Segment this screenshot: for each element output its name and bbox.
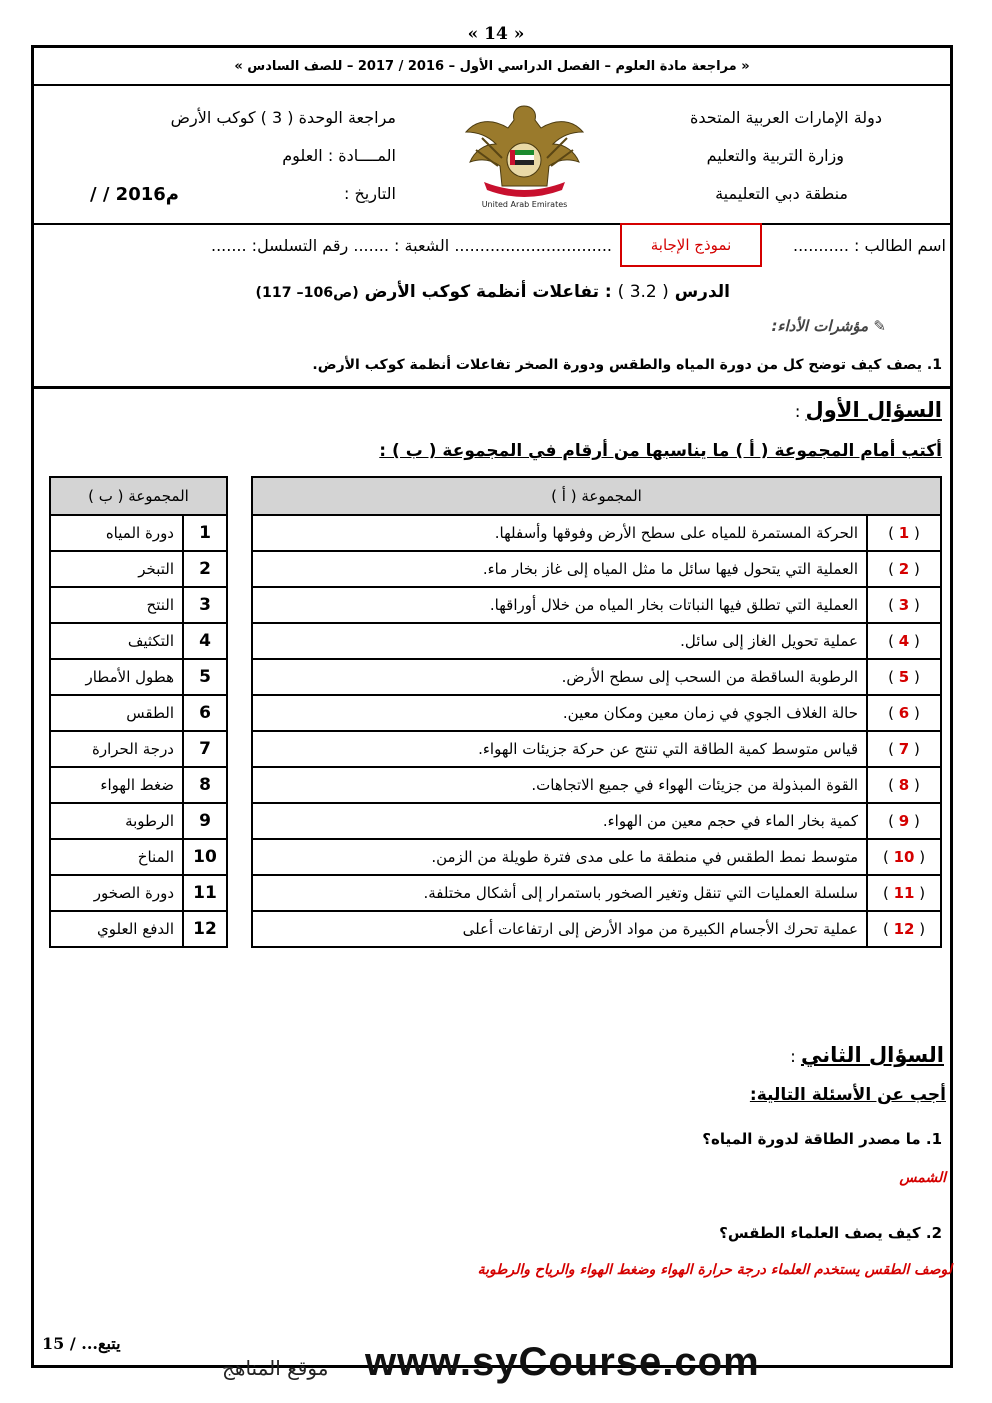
group-a-answer-number: 9 xyxy=(898,812,910,830)
group-b-number: 10 xyxy=(183,839,227,875)
group-b-term: الرطوبة xyxy=(50,803,183,839)
question-2-title: السؤال الثاني : xyxy=(790,1043,944,1067)
date-label: التاريخ : xyxy=(343,184,396,203)
student-name-label: اسم الطالب : ........... xyxy=(793,236,946,255)
question-1-title: السؤال الأول : xyxy=(794,398,942,422)
question-2-instruction: أجب عن الأسئلة التالية: xyxy=(749,1085,946,1105)
group-a-answer: ( 7 ) xyxy=(867,731,941,767)
group-b-number: 5 xyxy=(183,659,227,695)
group-a-text: عملية تحرك الأجسام الكبيرة من مواد الأرض إلى ارتفاعات أعلى xyxy=(252,911,867,947)
group-b-number: 2 xyxy=(183,551,227,587)
group-a-text: عملية تحويل الغاز إلى سائل. xyxy=(252,623,867,659)
group-b-number: 8 xyxy=(183,767,227,803)
group-a-row xyxy=(252,731,941,767)
group-a-answer-number: 1 xyxy=(898,524,910,542)
group-a-answer: ( 1 ) xyxy=(867,515,941,551)
group-a-answer-number: 10 xyxy=(893,848,915,866)
group-b-number: 4 xyxy=(183,623,227,659)
zone-name: منطقة دبي التعليمية xyxy=(715,184,848,203)
group-a-row xyxy=(252,803,941,839)
student-section-serial: ............................... الشعبة : ....... رقم التسلسل: ....... xyxy=(210,236,612,255)
continue-note: يتبع... / 15 xyxy=(42,1334,121,1353)
answer-2-item-2: لوصف الطقس يستخدم العلماء درجة حرارة الهواء وضغط الهواء والرياح والرطوبة xyxy=(477,1262,952,1278)
subject-line: المــــادة : العلوم xyxy=(282,146,396,165)
question-1-instruction: أكتب أمام المجموعة ( أ ) ما يناسبها من أرقام في المجموعة ( ب ) : xyxy=(379,441,942,461)
group-a-answer-number: 3 xyxy=(898,596,910,614)
question-2-item-1: 1. ما مصدر الطاقة لدورة المياه؟ xyxy=(702,1130,942,1148)
group-b-row xyxy=(50,875,227,911)
header-divider xyxy=(34,223,950,225)
group-a-answer: ( 4 ) xyxy=(867,623,941,659)
lesson-label: الدرس xyxy=(674,282,730,302)
group-a-row xyxy=(252,911,941,947)
group-b-row xyxy=(50,551,227,587)
group-b-row xyxy=(50,515,227,551)
group-a-row xyxy=(252,659,941,695)
performance-item: 1. يصف كيف توضح كل من دورة المياه والطقس ودورة الصخر تفاعلات أنظمة كوكب الأرض. xyxy=(312,357,942,373)
group-b-term: ضغط الهواء xyxy=(50,767,183,803)
group-b-table xyxy=(49,476,228,948)
group-b-number: 1 xyxy=(183,515,227,551)
group-a-answer-number: 2 xyxy=(898,560,910,578)
pen-icon: ✎ xyxy=(868,317,886,335)
group-a-answer: ( 12 ) xyxy=(867,911,941,947)
group-b-header: المجموعة ( ب ) xyxy=(50,477,227,515)
group-a-answer: ( 9 ) xyxy=(867,803,941,839)
group-a-answer-number: 8 xyxy=(898,776,910,794)
group-a-answer: ( 8 ) xyxy=(867,767,941,803)
group-a-answer: ( 10 ) xyxy=(867,839,941,875)
ministry-name: وزارة التربية والتعليم xyxy=(706,146,844,165)
group-b-row xyxy=(50,803,227,839)
review-banner: « مراجعة مادة العلوم – الفصل الدراسي الأول – 2016 / 2017 – للصف السادس » xyxy=(34,48,950,86)
watermark-url: www.syCourse.com xyxy=(365,1340,760,1384)
group-a-row xyxy=(252,587,941,623)
country-name: دولة الإمارات العربية المتحدة xyxy=(689,108,882,127)
group-a-answer: ( 3 ) xyxy=(867,587,941,623)
group-a-answer: ( 6 ) xyxy=(867,695,941,731)
unit-review: مراجعة الوحدة ( 3 ) كوكب الأرض xyxy=(170,108,396,127)
group-a-text: قياس متوسط كمية الطاقة التي تنتج عن حركة جزيئات الهواء. xyxy=(252,731,867,767)
lesson-pages: (ص106– 117) xyxy=(255,285,359,301)
group-b-number: 9 xyxy=(183,803,227,839)
group-b-number: 6 xyxy=(183,695,227,731)
group-a-row xyxy=(252,767,941,803)
lesson-number: ( 3.2 ) xyxy=(617,282,669,302)
group-a-row xyxy=(252,551,941,587)
group-a-answer-number: 6 xyxy=(898,704,910,722)
group-a-answer-number: 11 xyxy=(893,884,915,902)
group-b-row xyxy=(50,767,227,803)
group-a-answer-number: 12 xyxy=(893,920,915,938)
uae-emblem xyxy=(462,98,587,210)
group-a-row xyxy=(252,695,941,731)
group-b-row xyxy=(50,623,227,659)
group-b-number: 11 xyxy=(183,875,227,911)
group-b-term: التكثيف xyxy=(50,623,183,659)
group-a-answer: ( 11 ) xyxy=(867,875,941,911)
answer-model-box: نموذج الإجابة xyxy=(620,223,762,267)
group-b-term: دورة المياه xyxy=(50,515,183,551)
group-a-row xyxy=(252,839,941,875)
group-b-term: الدفع العلوي xyxy=(50,911,183,947)
watermark-arabic: موقع المناهج xyxy=(222,1356,329,1380)
group-b-term: دورة الصخور xyxy=(50,875,183,911)
page-number: « 14 » xyxy=(467,24,525,44)
group-b-row xyxy=(50,587,227,623)
performance-title: ✎ مؤشرات الأداء: xyxy=(771,317,886,335)
group-a-text: العملية التي تطلق فيها النباتات بخار المياه من خلال أوراقها. xyxy=(252,587,867,623)
group-a-answer: ( 5 ) xyxy=(867,659,941,695)
group-a-answer-number: 7 xyxy=(898,740,910,758)
group-a-text: كمية بخار الماء في حجم معين من الهواء. xyxy=(252,803,867,839)
lesson-title: : تفاعلات أنظمة كوكب الأرض xyxy=(364,282,612,302)
group-a-text: سلسلة العمليات التي تنقل وتغير الصخور باستمرار إلى أشكال مختلفة. xyxy=(252,875,867,911)
group-a-text: العملية التي يتحول فيها سائل ما مثل المياه إلى غاز بخار ماء. xyxy=(252,551,867,587)
group-a-text: القوة المبذولة من جزيئات الهواء في جميع الاتجاهات. xyxy=(252,767,867,803)
group-a-text: متوسط نمط الطقس في منطقة ما على مدى فترة طويلة من الزمن. xyxy=(252,839,867,875)
question-2-item-2: 2. كيف يصف العلماء الطقس؟ xyxy=(719,1224,942,1242)
date-value: / / 2016م xyxy=(90,184,179,205)
group-b-term: هطول الأمطار xyxy=(50,659,183,695)
group-b-term: المناخ xyxy=(50,839,183,875)
group-b-term: درجة الحرارة xyxy=(50,731,183,767)
group-b-number: 7 xyxy=(183,731,227,767)
group-a-table xyxy=(251,476,942,948)
group-a-row xyxy=(252,623,941,659)
group-a-answer-number: 5 xyxy=(898,668,910,686)
group-a-row xyxy=(252,875,941,911)
group-b-row xyxy=(50,731,227,767)
emblem-caption: United Arab Emirates xyxy=(481,200,568,209)
group-b-row xyxy=(50,695,227,731)
group-a-answer: ( 2 ) xyxy=(867,551,941,587)
group-b-number: 3 xyxy=(183,587,227,623)
answer-2-item-1: الشمس xyxy=(899,1170,946,1186)
group-b-term: النتح xyxy=(50,587,183,623)
group-a-answer-number: 4 xyxy=(898,632,910,650)
group-b-row xyxy=(50,839,227,875)
performance-divider xyxy=(34,386,950,389)
group-b-number: 12 xyxy=(183,911,227,947)
group-a-row xyxy=(252,515,941,551)
group-b-term: الطقس xyxy=(50,695,183,731)
lesson-line xyxy=(256,282,730,302)
group-a-text: الرطوبة الساقطة من السحب إلى سطح الأرض. xyxy=(252,659,867,695)
group-b-term: التبخر xyxy=(50,551,183,587)
group-a-text: الحركة المستمرة للمياه على سطح الأرض وفوقها وأسفلها. xyxy=(252,515,867,551)
group-b-row xyxy=(50,659,227,695)
group-b-row xyxy=(50,911,227,947)
group-a-text: حالة الغلاف الجوي في زمان معين ومكان معين. xyxy=(252,695,867,731)
group-a-header: المجموعة ( أ ) xyxy=(252,477,941,515)
